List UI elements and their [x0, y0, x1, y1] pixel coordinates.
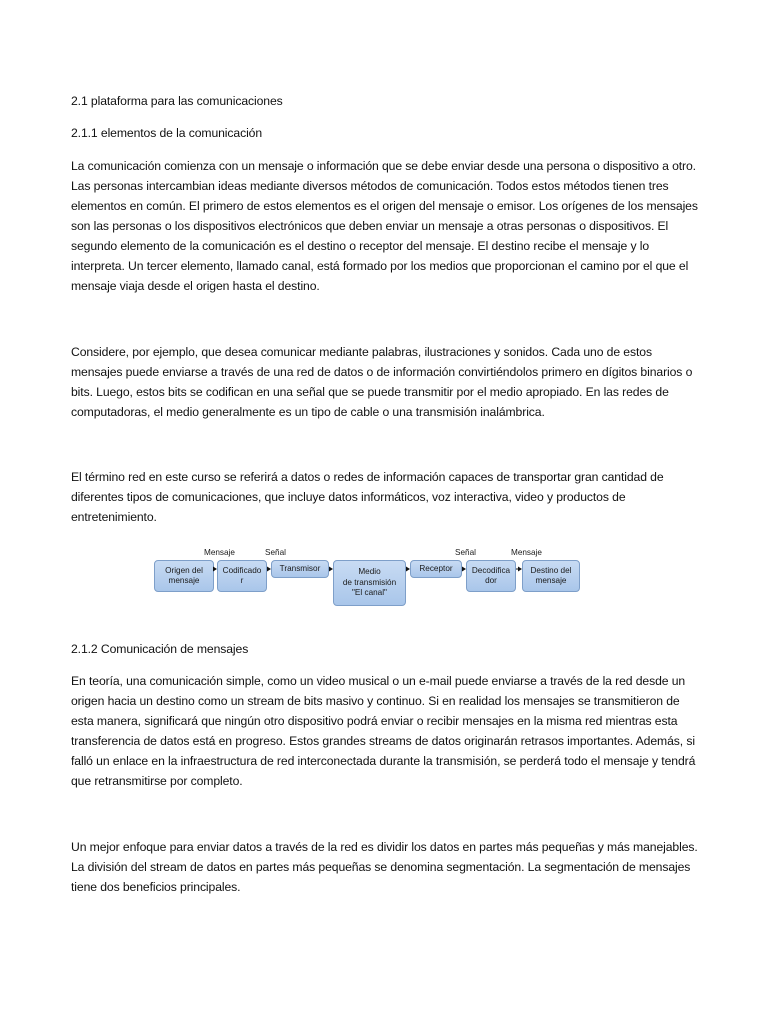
box-encoder: Codificado r [217, 560, 267, 592]
arrow-icon [406, 567, 410, 572]
arrow-icon [267, 567, 271, 572]
section-heading-2-1-2: 2.1.2 Comunicación de mensajes [71, 642, 249, 656]
section-heading-2-1-1: 2.1.1 elementos de la comunicación [71, 126, 263, 140]
diagram-label-senal-1: Señal [265, 548, 286, 557]
arrow-icon [462, 567, 466, 572]
paragraph-communication-elements: La comunicación comienza con un mensaje o información que se debe enviar desde una persona o dispositivo a otro. Las personas intercambian ideas mediante diversos métodos de comunicación. Todos estos métodos tienen tres elementos en común. El primero de estos elementos es el origen del mensaje o emisor. Los orígenes de los mensajes son las personas o los dispositivos electrónicos que deben enviar un mensaje a otras personas o dispositivos. El segundo elemento de la comunicación es el destino o receptor del mensaje. El destino recibe el mensaje y lo interpreta. Un tercer elemento, llamado canal, está formado por los medios que proporcionan el camino por el que el mensaje viaja desde el origen hasta el destino. [71, 159, 698, 293]
diagram-arrows [154, 546, 594, 608]
arrow-icon [329, 567, 333, 572]
paragraph-example: Considere, por ejemplo, que desea comunicar mediante palabras, ilustraciones y sonidos. Cada uno de estos mensajes puede enviarse a través de una red de datos o de información convirtiéndolos primero en dígitos binarios o bits. Luego, estos bits se codifican en una señal que se puede transmitir por el medio apropiado. En las redes de computadoras, el medio generalmente es un tipo de cable o una transmisión inalámbrica. [71, 345, 693, 419]
paragraph-network-term: El término red en este curso se referirá a datos o redes de información capaces de transportar gran cantidad de diferentes tipos de comunicaciones, que incluye datos informáticos, voz interactiva, video y productos de entretenimiento. [71, 470, 664, 524]
diagram-label-mensaje-1: Mensaje [204, 548, 235, 557]
box-transmission-medium: Medio de transmisión "El canal" [333, 560, 406, 606]
box-receiver: Receptor [410, 560, 462, 578]
arrow-icon [518, 567, 522, 572]
arrow-icon [213, 567, 217, 572]
box-transmitter: Transmisor [271, 560, 329, 578]
section-heading-2-1: 2.1 plataforma para las comunicaciones [71, 94, 283, 108]
diagram-label-senal-2: Señal [455, 548, 476, 557]
box-decoder: Decodifica dor [466, 560, 516, 592]
paragraph-segmentation: Un mejor enfoque para enviar datos a través de la red es dividir los datos en partes más pequeñas y más manejables. La división del stream de datos en partes más pequeñas se denomina segmentación. La segmentación de mensajes tiene dos beneficios principales. [71, 840, 698, 894]
diagram-label-mensaje-2: Mensaje [511, 548, 542, 557]
communication-flow-diagram [154, 546, 594, 608]
paragraph-message-communication: En teoría, una comunicación simple, como un video musical o un e-mail puede enviarse a través de la red desde un origen hacia un destino como un stream de bits masivo y continuo. Si en realidad los mensajes se transmitieron de esta manera, significará que ningún otro dispositivo podrá enviar o recibir mensajes en la misma red mientras esta transferencia de datos está en progreso. Estos grandes streams de datos originarán retrasos importantes. Además, si falló un enlace en la infraestructura de red interconectada durante la transmisión, se perderá todo el mensaje y tendrá que retransmitirse por completo. [71, 674, 696, 788]
box-message-destination: Destino del mensaje [522, 560, 580, 592]
box-message-origin: Origen del mensaje [154, 560, 214, 592]
